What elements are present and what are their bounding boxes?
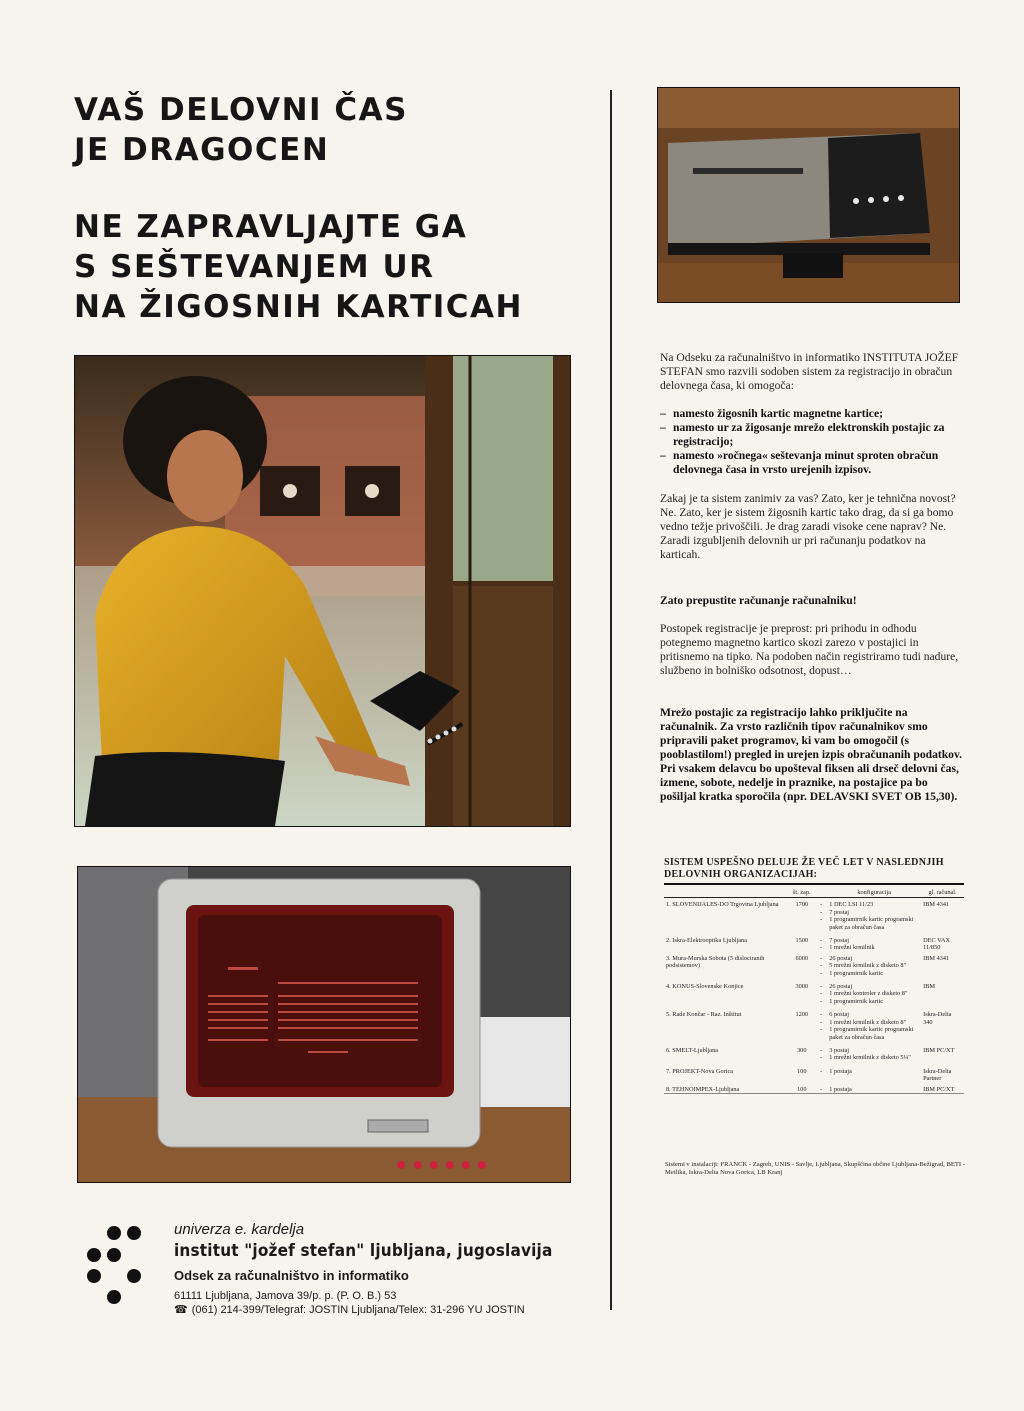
table-row: 3. Mura-Murska Sobota (5 dislociranih podsistemov) 6000 - - - 26 postaj 5 mrežni krmilnik z disketo 8" 1 programirnik kartic IBM 4341 xyxy=(664,955,964,977)
config-line: 1 mrežni krmilnik z disketo 8" xyxy=(829,1018,907,1026)
config-line: 1 DEC LSI 11/23 xyxy=(829,901,874,909)
table-title: SISTEM USPEŠNO DELUJE ŽE VEČ LET V NASLEDNJIH DELOVNIH ORGANIZACIJAH: xyxy=(664,857,964,885)
org-employees: 6000 xyxy=(795,954,809,962)
network-paragraph: Mrežo postajic za registracijo lahko priključite na računalnik. Za vrsto različnih tipov računalnikov smo pripravili paket programov, ki vam bo omogočil (s pooblastilom!) pregled in urejen izpis obračunanih podatkov. Pri vsakem delavcu bo upošteval fiksen ali drseč delovni čas, izmene, sobote, nedelje in praznike, na postajice pa bo pošiljal kratka sporočila (npr. DELAVSKI SVET OB 15,30). xyxy=(660,706,963,803)
headline-top-line-1: VAŠ DELOVNI ČAS xyxy=(74,92,408,128)
procedure-paragraph: Postopek registracije je preprost: pri prihodu in odhodu potegnemo magnetno kartico skozi zarezo v postajici in pritisnemo na tipko. Na podoben način registriramo tudi nadure, službeno in bolniško odsotnost, dopust… xyxy=(660,622,959,677)
config-line: 1 mrežni krmilnik xyxy=(829,944,875,952)
config-line: 1 postaja xyxy=(829,1085,852,1093)
config-line: 26 postaj xyxy=(829,983,853,991)
photo-terminal-illustration xyxy=(78,867,570,1182)
config-line: 7 postaj xyxy=(829,937,849,945)
org-computer: Iskra-Delta 340 xyxy=(923,1011,952,1026)
table-row: 6. SMELT-Ljubljana 300 - - 3 postaj 1 mrežni krmilnik z disketo 5¼" IBM PC/XT xyxy=(664,1047,964,1062)
org-name: 4. KONUS-Slovenske Konjice xyxy=(666,983,744,991)
org-configuration xyxy=(827,1011,921,1041)
table-header: konfiguracija xyxy=(827,889,921,898)
config-line: 1 programirnik kartic programski paket za obračun časa xyxy=(829,916,914,931)
photo-registration-device xyxy=(657,87,960,303)
installations-footnote: Sistemi v instalaciji: FRANCK - Zagreb, UNIS - Savlje, Ljubljana, Skupščina občine Ljubljana-Bežigrad, BETI - Metlika, Iskra-Delta Nova Gorica, LB Kranj xyxy=(665,1161,965,1176)
headline-top-line-2: JE DRAGOCEN xyxy=(74,132,330,168)
table-row: 8. TEHNOIMPEX-Ljubljana 100 - 1 postaja IBM PC/XT xyxy=(664,1086,964,1094)
org-computer: Iskra-Delta Partner xyxy=(923,1067,952,1083)
config-line: 1 mrežni kontroler z disketo 8" xyxy=(829,990,908,998)
org-computer: DEC VAX 11/850 xyxy=(923,937,950,952)
table-row: 1. SLOVENIJALES-DO Trgovina Ljubljana 1700 - - - 1 DEC LSI 11/23 7 postaj 1 programirnik kartic programski paket za obračun časa IBM 4341 xyxy=(664,901,964,931)
table-row: 4. KONUS-Slovenske Konjice 3000 - - - 26 postaj 1 mrežni kontroler z disketo 8" 1 programirnik kartic IBM xyxy=(664,983,964,1005)
feature-list xyxy=(660,407,965,477)
org-name: 2. Iskra-Elektrooptika Ljubljana xyxy=(666,937,747,945)
table-header: gl. računal. xyxy=(921,889,964,898)
org-configuration xyxy=(827,1047,921,1062)
headline-top xyxy=(74,90,408,170)
org-computer: IBM PC/XT xyxy=(923,1085,955,1093)
institute-name: institut "jožef stefan" ljubljana, jugoslavija xyxy=(174,1241,553,1261)
feature-item: – namesto ur za žigosanje mrežo elektronskih postajic za registracijo; xyxy=(660,421,965,449)
table-header xyxy=(664,889,788,898)
config-line: 1 programirnik kartic xyxy=(829,997,884,1005)
config-line: 1 postaja xyxy=(829,1067,852,1075)
org-employees: 300 xyxy=(797,1046,807,1054)
university-name: univerza e. kardelja xyxy=(174,1221,305,1238)
config-line: 3 postaj xyxy=(829,1046,849,1054)
table-header xyxy=(815,889,827,898)
headline-main-line-2: S SEŠTEVANJEM UR xyxy=(74,249,435,285)
config-line: 1 mrežni krmilnik z disketo 5¼" xyxy=(829,1054,911,1062)
table-header: št. zap. xyxy=(788,889,815,898)
organizations-table xyxy=(664,889,964,1094)
org-employees: 100 xyxy=(797,1067,807,1075)
headline-main xyxy=(74,207,523,327)
config-line: 5 mrežni krmilnik z disketo 8" xyxy=(829,962,907,970)
config-line: 6 postaj xyxy=(829,1011,849,1019)
column-divider xyxy=(610,90,612,1310)
org-configuration xyxy=(827,901,921,931)
org-employees: 100 xyxy=(797,1085,807,1093)
org-name: 8. TEHNOIMPEX-Ljubljana xyxy=(666,1085,740,1093)
org-configuration xyxy=(827,1068,921,1083)
photo-terminal xyxy=(77,866,571,1183)
feature-item: – namesto »ročnega« seštevanja minut sproten obračun delovnega časa in vrsto urejenih izpisov. xyxy=(660,449,965,477)
config-line: 7 postaj xyxy=(829,908,849,916)
department-name: Odsek za računalništvo in informatiko xyxy=(174,1268,409,1283)
photo-woman-illustration xyxy=(75,356,570,826)
org-computer: IBM PC/XT xyxy=(923,1046,955,1054)
institute-logo-dots xyxy=(84,1225,144,1305)
org-employees: 1500 xyxy=(795,937,809,945)
table-header-row xyxy=(664,889,964,898)
headline-main-line-3: NA ŽIGOSNIH KARTICAH xyxy=(74,289,523,325)
org-employees: 1200 xyxy=(795,1011,809,1019)
org-name: 1. SLOVENIJALES-DO Trgovina Ljubljana xyxy=(666,901,779,909)
org-computer: IBM xyxy=(923,983,936,991)
photo-woman-registering xyxy=(74,355,571,827)
contact-line xyxy=(174,1303,525,1316)
org-employees: 1700 xyxy=(795,901,809,909)
config-line: 26 postaj xyxy=(829,954,853,962)
org-name: 3. Mura-Murska Sobota (5 dislociranih podsistemov) xyxy=(666,954,765,970)
photo-device-illustration xyxy=(658,88,959,302)
org-configuration xyxy=(827,1086,921,1094)
org-computer: IBM 4341 xyxy=(923,954,950,962)
config-line: 1 programirnik kartic xyxy=(829,969,884,977)
feature-item: – namesto žigosnih kartic magnetne kartice; xyxy=(660,407,965,421)
table-row: 2. Iskra-Elektrooptika Ljubljana 1500 - - 7 postaj 1 mrežni krmilnik DEC VAX 11/850 xyxy=(664,937,964,952)
org-name: 6. SMELT-Ljubljana xyxy=(666,1046,719,1054)
org-configuration xyxy=(827,955,921,977)
postal-address: 61111 Ljubljana, Jamova 39/p. p. (P. O. B.) 53 xyxy=(174,1290,397,1302)
config-line: 1 programirnik kartic programski paket za obračun časa xyxy=(829,1026,914,1041)
org-name: 5. Rade Končar - Raz. Inštitut xyxy=(666,1011,742,1019)
contact-text: (061) 214-399/Telegraf: JOSTIN Ljubljana/Telex: 31-296 YU JOSTIN xyxy=(191,1304,525,1316)
org-computer: IBM 4341 xyxy=(923,901,950,909)
org-configuration xyxy=(827,983,921,1005)
slogan-paragraph: Zato prepustite računanje računalniku! xyxy=(660,594,857,607)
intro-paragraph: Na Odseku za računalništvo in informatiko INSTITUTA JOŽEF STEFAN smo razvili sodoben sistem za registracijo in obračun delovnega časa, ki omogoča: xyxy=(660,351,959,392)
org-employees: 3000 xyxy=(795,983,809,991)
org-name: 7. PROJEKT-Nova Gorica xyxy=(666,1067,734,1075)
why-paragraph: Zakaj je ta sistem zanimiv za vas? Zato, ker je tehnična novost? Ne. Zato, ker je sistem žigosnih kartic tako drag, da si ga bomo vedno težje privoščili. Je drag zaradi visoke cene naprav? Ne. Zaradi izgubljenih delovnih ur pri računanju podatkov na karticah. xyxy=(660,492,956,561)
telephone-icon: ☎ xyxy=(174,1304,188,1316)
table-row: 7. PROJEKT-Nova Gorica 100 - 1 postaja Iskra-Delta Partner xyxy=(664,1068,964,1083)
headline-main-line-1: NE ZAPRAVLJAJTE GA xyxy=(74,209,468,245)
table-row: 5. Rade Končar - Raz. Inštitut 1200 - - - 6 postaj 1 mrežni krmilnik z disketo 8" 1 programirnik kartic programski paket za obračun časa Iskra-Delta 340 xyxy=(664,1011,964,1041)
org-configuration xyxy=(827,937,921,952)
